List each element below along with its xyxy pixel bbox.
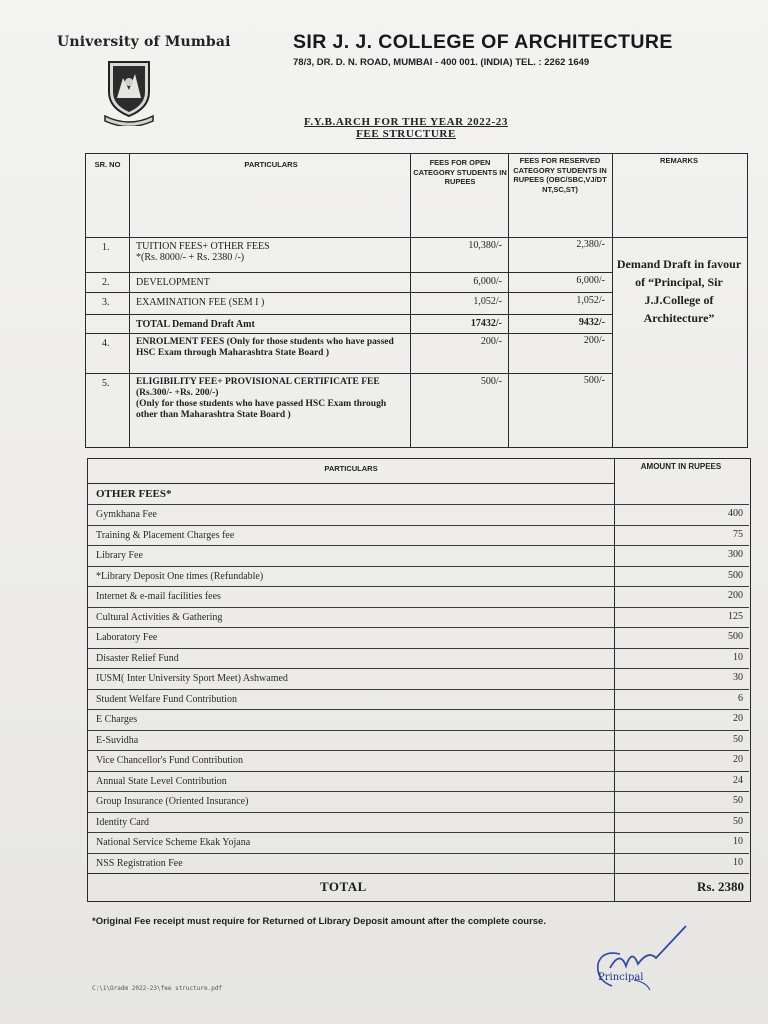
refund-note: *Original Fee receipt must require for Returned of Library Deposit amount after the complete course. bbox=[92, 916, 546, 927]
row-3-reserved-fee: 1,052/- bbox=[576, 295, 605, 306]
college-name: SIR J. J. COLLEGE OF ARCHITECTURE bbox=[293, 31, 673, 53]
row-4-reserved-fee: 200/- bbox=[583, 335, 605, 346]
college-address: 78/3, DR. D. N. ROAD, MUMBAI - 400 001. (INDIA) TEL. : 2262 1649 bbox=[293, 57, 590, 68]
fee-row bbox=[88, 832, 749, 854]
remarks-demand-draft: Demand Draft in favour of “Principal, Sir J.J.College of Architecture” bbox=[616, 257, 742, 325]
fee-item-amount: 24 bbox=[733, 774, 743, 786]
document-title: F.Y.B.ARCH FOR THE YEAR 2022-23 bbox=[304, 116, 508, 128]
fee-row bbox=[88, 689, 749, 711]
row-1-no: 1. bbox=[102, 242, 110, 253]
fee-item-name: Student Welfare Fund Contribution bbox=[96, 693, 237, 705]
fee-item-name: Gymkhana Fee bbox=[96, 509, 157, 520]
university-name: University of Mumbai bbox=[57, 34, 231, 50]
fee-item-name: IUSM( Inter University Sport Meet) Ashwamed bbox=[96, 673, 288, 684]
fee-item-name: Identity Card bbox=[96, 816, 150, 828]
fee-row bbox=[88, 709, 749, 731]
other-fees-header-particulars: PARTICULARS bbox=[324, 464, 378, 473]
fee-row bbox=[88, 771, 749, 793]
row-5-open-fee: 500/- bbox=[480, 376, 502, 387]
fee-row bbox=[88, 668, 749, 690]
fee-row bbox=[88, 648, 749, 670]
row-4-no: 4. bbox=[102, 338, 110, 349]
principal-label: Principal bbox=[598, 972, 644, 983]
fee-item-name: Laboratory Fee bbox=[96, 632, 158, 643]
fee-item-amount: 30 bbox=[733, 672, 743, 683]
fee-item-amount: 500 bbox=[728, 631, 743, 642]
fee-item-name: NSS Registration Fee bbox=[96, 857, 183, 869]
fee-item-amount: 20 bbox=[733, 754, 743, 765]
grand-total-amount: Rs. 2380 bbox=[697, 879, 744, 894]
fee-item-amount: 200 bbox=[728, 590, 743, 601]
row-3-particulars: EXAMINATION FEE (SEM I ) bbox=[136, 297, 265, 308]
row-3-no: 3. bbox=[102, 297, 110, 308]
row-4-open-fee: 200/- bbox=[480, 336, 502, 347]
fee-item-name: Cultural Activities & Gathering bbox=[96, 611, 223, 623]
fee-structure-table bbox=[85, 153, 748, 448]
row-5-particulars: ELIGIBILITY FEE+ PROVISIONAL CERTIFICATE FEE (Rs.300/- +Rs. 200/-) (Only for those students who have passed HSC Exam through other than Maharashtra State Board ) bbox=[136, 377, 387, 420]
fee-item-name: National Service Scheme Ekak Yojana bbox=[96, 837, 251, 848]
fee-item-amount: 125 bbox=[728, 610, 743, 622]
other-fees-table bbox=[87, 458, 751, 902]
fee-item-amount: 75 bbox=[733, 528, 743, 540]
fee-item-name: Vice Chancellor's Fund Contribution bbox=[96, 755, 244, 766]
header-reserved-category: FEES FOR RESERVED CATEGORY STUDENTS IN RUPEES (OBC/SBC,VJ/DT NT,SC,ST) bbox=[513, 156, 607, 194]
fee-row bbox=[88, 504, 749, 526]
header-remarks: REMARKS bbox=[660, 156, 698, 165]
fee-item-amount: 500 bbox=[728, 569, 743, 581]
row-1-open-fee: 10,380/- bbox=[468, 240, 502, 251]
fee-item-name: Library Fee bbox=[96, 550, 143, 561]
fee-item-amount: 20 bbox=[733, 713, 743, 724]
fee-item-amount: 10 bbox=[733, 836, 743, 847]
other-fees-header-amount: AMOUNT IN RUPEES bbox=[640, 462, 722, 471]
fee-row bbox=[88, 607, 749, 629]
row-2-reserved-fee: 6,000/- bbox=[576, 275, 605, 286]
fee-row bbox=[88, 525, 749, 547]
fee-item-amount: 50 bbox=[733, 733, 743, 745]
fee-item-name: Disaster Relief Fund bbox=[96, 652, 179, 664]
fee-item-amount: 10 bbox=[733, 651, 743, 663]
grand-total-label: TOTAL bbox=[320, 879, 367, 894]
principal-signature bbox=[590, 920, 700, 1000]
fee-item-amount: 300 bbox=[728, 549, 743, 560]
total-dd-label: TOTAL Demand Draft Amt bbox=[136, 319, 255, 330]
fee-item-amount: 10 bbox=[733, 856, 743, 868]
fee-item-amount: 50 bbox=[733, 795, 743, 806]
fee-row bbox=[88, 627, 749, 649]
row-4-particulars: ENROLMENT FEES (Only for those students who have passed HSC Exam through Maharashtra State Board ) bbox=[136, 337, 394, 358]
row-5-reserved-fee: 500/- bbox=[583, 375, 605, 386]
fee-row bbox=[88, 545, 749, 567]
fee-item-amount: 50 bbox=[733, 815, 743, 827]
row-2-particulars: DEVELOPMENT bbox=[136, 277, 210, 288]
other-fees-section-title: OTHER FEES* bbox=[96, 488, 172, 500]
fee-row bbox=[88, 730, 749, 752]
fee-item-name: E-Suvidha bbox=[96, 734, 139, 746]
fee-row bbox=[88, 853, 749, 875]
fee-item-name: Annual State Level Contribution bbox=[96, 775, 227, 787]
fee-item-name: Internet & e-mail facilities fees bbox=[96, 591, 221, 602]
fee-item-name: Training & Placement Charges fee bbox=[96, 529, 235, 541]
header-sr-no: SR. NO bbox=[94, 160, 121, 169]
total-dd-open: 17432/- bbox=[470, 318, 502, 329]
fee-item-name: E Charges bbox=[96, 714, 138, 725]
row-3-open-fee: 1,052/- bbox=[473, 296, 502, 307]
fee-row bbox=[88, 812, 749, 834]
fee-row bbox=[88, 566, 749, 588]
document-subtitle: FEE STRUCTURE bbox=[356, 128, 456, 140]
fee-row bbox=[88, 750, 749, 772]
fee-item-name: Group Insurance (Oriented Insurance) bbox=[96, 796, 249, 807]
row-1-reserved-fee: 2,380/- bbox=[576, 239, 605, 250]
fee-item-name: *Library Deposit One times (Refundable) bbox=[96, 570, 264, 582]
row-2-open-fee: 6,000/- bbox=[473, 276, 502, 287]
total-dd-reserved: 9432/- bbox=[578, 317, 605, 328]
row-1-particulars: TUITION FEES+ OTHER FEES *(Rs. 8000/- + Rs. 2380 /-) bbox=[136, 241, 270, 263]
header-particulars: PARTICULARS bbox=[244, 160, 298, 169]
fee-row bbox=[88, 586, 749, 608]
header-open-category: FEES FOR OPEN CATEGORY STUDENTS IN RUPEES bbox=[413, 158, 507, 186]
row-5-no: 5. bbox=[102, 378, 110, 389]
file-path-footer: C:\1\Oradm 2022-23\fee structure.pdf bbox=[92, 985, 223, 992]
fee-item-amount: 6 bbox=[738, 692, 743, 704]
fee-item-amount: 400 bbox=[728, 508, 743, 519]
fee-row bbox=[88, 791, 749, 813]
row-2-no: 2. bbox=[102, 277, 110, 288]
